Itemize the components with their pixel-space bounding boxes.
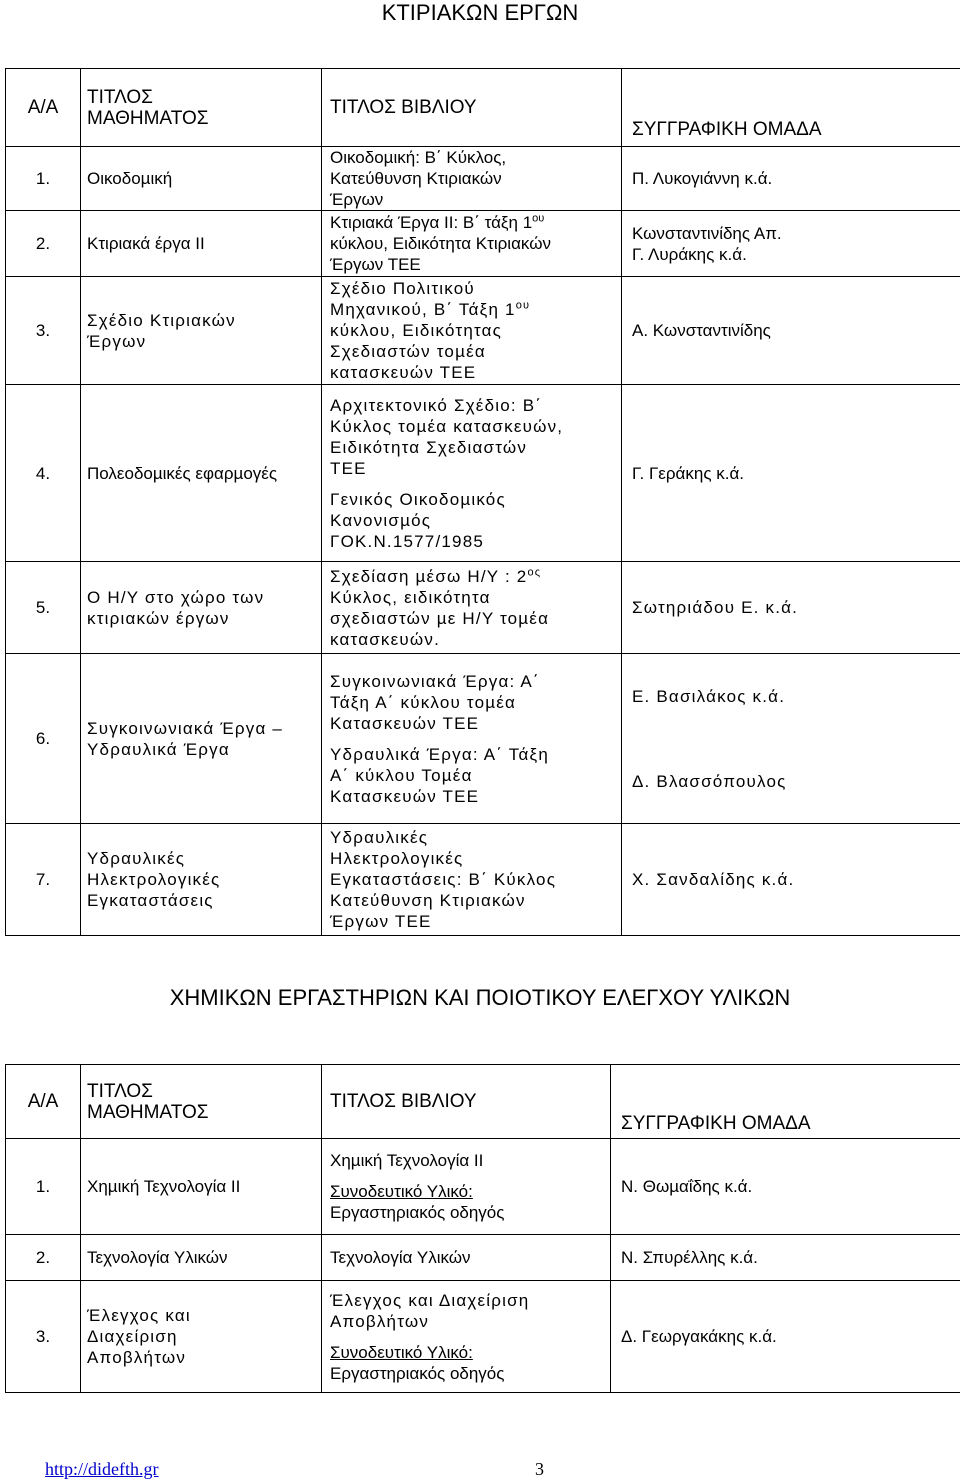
subject-cell: Σχέδιο Κτιριακών Έργων — [81, 277, 322, 385]
subject-cell: Κτιριακά έργα ΙΙ — [81, 211, 322, 277]
table-row — [6, 1139, 960, 1235]
author-cell: Α. Κωνσταντινίδης — [622, 277, 960, 385]
header-book: ΤΙΤΛΟΣ ΒΙΒΛΙΟΥ — [322, 69, 622, 147]
book-cell: Χηµική Τεχνολογία ΙΙ Συνοδευτικό Υλικό: Εργαστηριακός οδηγός — [322, 1139, 611, 1235]
subject-cell: Έλεγχος και Διαχείριση Αποβλήτων — [81, 1281, 322, 1393]
table-header-row — [6, 69, 960, 147]
author-cell: Χ. Σανδαλίδης κ.ά. — [622, 824, 960, 936]
page-number: 3 — [535, 1459, 544, 1479]
subject-cell: Υδραυλικές Ηλεκτρολογικές Εγκαταστάσεις — [81, 824, 322, 936]
author-cell: Δ. Γεωργακάκης κ.ά. — [611, 1281, 960, 1393]
author-cell: Π. Λυκογιάννη κ.ά. — [622, 147, 960, 211]
table-row — [6, 211, 960, 277]
book-cell: Αρχιτεκτονικό Σχέδιο: Β΄ Κύκλος τοµέα κατασκευών, Ειδικότητα Σχεδιαστών ΤΕΕ Γενικός Οικοδοµικός Κανονισµός ΓΟΚ.Ν.1577/1985 — [322, 385, 622, 562]
row-number: 5. — [6, 562, 81, 654]
book-cell: Σχέδιο Πολιτικού Μηχανικού, Β΄ Τάξη $1^{o\upsilon}$ κύκλου, Ειδικότητας Σχεδιαστών τοµέα κατασκευών ΤΕΕ — [322, 277, 622, 385]
subject-cell: Πολεοδοµικές εφαρµογές — [81, 385, 322, 562]
footer-link[interactable]: http://didefth.gr — [45, 1459, 159, 1479]
author-cell: Σωτηριάδου Ε. κ.ά. — [622, 562, 960, 654]
book-cell: Σχεδίαση µέσω Η/Υ : $2^{o\varsigma}$ Κύκλος, ειδικότητα σχεδιαστών µε Η/Υ τοµέα κατασκευών. — [322, 562, 622, 654]
subject-cell: Συγκοινωνιακά Έργα – Υδραυλικά Έργα — [81, 654, 322, 824]
row-number: 1. — [6, 1139, 81, 1235]
author-cell: Γ. Γεράκης κ.ά. — [622, 385, 960, 562]
subject-cell: Χηµική Τεχνολογία ΙΙ — [81, 1139, 322, 1235]
book-cell: Έλεγχος και Διαχείριση Αποβλήτων Συνοδευτικό Υλικό: Εργαστηριακός οδηγός — [322, 1281, 611, 1393]
textbooks-table — [5, 68, 960, 936]
header-aa: Α/Α — [6, 69, 81, 147]
table-row — [6, 1235, 960, 1281]
book-cell: Οικοδοµική: Β΄ Κύκλος, Κατεύθυνση Κτιριακών Έργων — [322, 147, 622, 211]
textbooks-table — [5, 1064, 960, 1393]
row-number: 1. — [6, 147, 81, 211]
book-cell: Τεχνολογία Υλικών — [322, 1235, 611, 1281]
author-cell: Ν. Θωµαΐδης κ.ά. — [611, 1139, 960, 1235]
row-number: 2. — [6, 211, 81, 277]
book-cell: Συγκοινωνιακά Έργα: Α΄ Τάξη Α΄ κύκλου τοµέα Κατασκευών ΤΕΕ Υδραυλικά Έργα: Α΄ Τάξη Α΄ κύκλου Τοµέα Κατασκευών ΤΕΕ — [322, 654, 622, 824]
table-row — [6, 1281, 960, 1393]
subject-cell: Οικοδοµική — [81, 147, 322, 211]
book-cell: Υδραυλικές Ηλεκτρολογικές Εγκαταστάσεις: Β΄ Κύκλος Κατεύθυνση Κτιριακών Έργων ΤΕΕ — [322, 824, 622, 936]
row-number: 2. — [6, 1235, 81, 1281]
row-number: 3. — [6, 277, 81, 385]
subject-cell: Ο Η/Υ στο χώρο των κτιριακών έργων — [81, 562, 322, 654]
header-book: ΤΙΤΛΟΣ ΒΙΒΛΙΟΥ — [322, 1065, 611, 1139]
table-header-row — [6, 1065, 960, 1139]
table-row — [6, 147, 960, 211]
table-row — [6, 385, 960, 562]
author-cell: Ε. Βασιλάκος κ.ά. Δ. Βλασσόπουλος — [622, 654, 960, 824]
row-number: 7. — [6, 824, 81, 936]
row-number: 4. — [6, 385, 81, 562]
section-title: ΧΗΜΙΚΩΝ ΕΡΓΑΣΤΗΡΙΩΝ ΚΑΙ ΠΟΙΟΤΙΚΟΥ ΕΛΕΓΧΟΥ ΥΛΙΚΩΝ — [169, 985, 791, 1010]
book-cell: Κτιριακά Έργα ΙΙ: Β΄ τάξη $1^{o\upsilon}$ κύκλου, Ειδικότητα Κτιριακών Έργων ΤΕΕ — [322, 211, 622, 277]
table-row — [6, 824, 960, 936]
header-authors: ΣΥΓΓΡΑΦΙΚΗ ΟΜΑΔΑ — [622, 69, 960, 147]
row-number: 6. — [6, 654, 81, 824]
table-row — [6, 562, 960, 654]
author-cell: Ν. Σπυρέλλης κ.ά. — [611, 1235, 960, 1281]
table-row — [6, 277, 960, 385]
table-row — [6, 654, 960, 824]
header-aa: Α/Α — [6, 1065, 81, 1139]
subject-cell: Τεχνολογία Υλικών — [81, 1235, 322, 1281]
row-number: 3. — [6, 1281, 81, 1393]
header-authors: ΣΥΓΓΡΑΦΙΚΗ ΟΜΑΔΑ — [611, 1065, 960, 1139]
author-cell: Κωνσταντινίδης Απ. Γ. Λυράκης κ.ά. — [622, 211, 960, 277]
header-subject: ΤΙΤΛΟΣ ΜΑΘΗΜΑΤΟΣ — [81, 69, 322, 147]
header-subject: ΤΙΤΛΟΣ ΜΑΘΗΜΑΤΟΣ — [81, 1065, 322, 1139]
section-title: ΚΤΙΡΙΑΚΩΝ ΕΡΓΩΝ — [381, 0, 579, 25]
